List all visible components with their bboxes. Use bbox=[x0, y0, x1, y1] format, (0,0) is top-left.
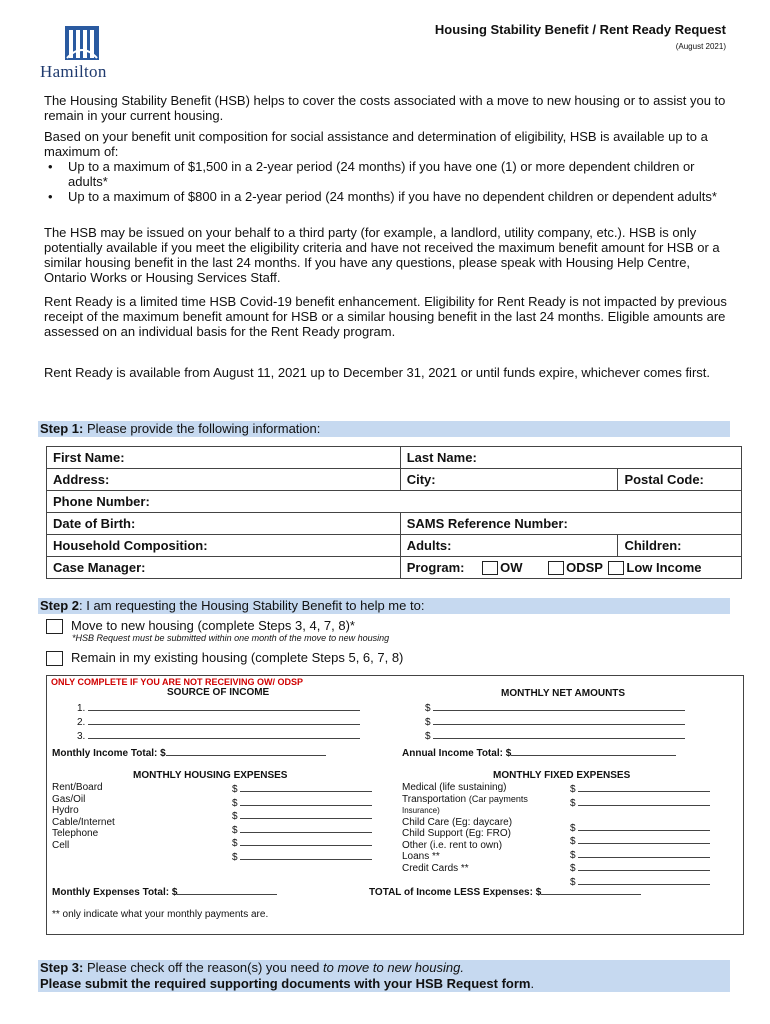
income-expenses-box bbox=[46, 675, 744, 935]
monthly-payments-footnote: ** only indicate what your monthly payments are. bbox=[52, 909, 269, 920]
intro-paragraph-2: Based on your benefit unit composition for social assistance and determination of eligibility, HSB is available up to a maximum of: • Up to a maximum of $1,500 in a 2-year period (24 months) if you have one (1) or more dependent children or adults* • Up to a maximum of $800 in a 2-year period (24 months) if you have no dependent children or dependent adults* bbox=[44, 129, 734, 204]
move-note: *HSB Request must be submitted within one month of the move to new housing bbox=[72, 633, 390, 643]
income-amount-1-line[interactable] bbox=[433, 701, 685, 711]
ow-checkbox[interactable] bbox=[482, 561, 498, 575]
monthly-net-title: MONTHLY NET AMOUNTS bbox=[501, 688, 626, 699]
step3-header: Step 3: Please check off the reason(s) you need to move to new housing. Please submit the required supporting documents with your HSB Request form. bbox=[38, 960, 730, 992]
last-name-field[interactable]: Last Name: bbox=[400, 447, 741, 469]
postal-code-field[interactable]: Postal Code: bbox=[618, 469, 742, 491]
low-income-checkbox[interactable] bbox=[608, 561, 624, 575]
annual-income-total: Annual Income Total: $ bbox=[402, 746, 676, 759]
monthly-income-total: Monthly Income Total: $ bbox=[52, 746, 326, 759]
case-manager-field[interactable]: Case Manager: bbox=[47, 557, 401, 579]
odsp-checkbox[interactable] bbox=[548, 561, 564, 575]
intro-paragraph-4: Rent Ready is a limited time HSB Covid-19 benefit enhancement. Eligibility for Rent Ready is not impacted by previous receipt of the maximum benefit amount for HSB or a similar housing benefit in the last 24 months. Eligible amounts are assessed on an individual basis for the Rent Ready program. bbox=[44, 294, 727, 339]
step2-header: Step 2: I am requesting the Housing Stability Benefit to help me to: bbox=[38, 598, 730, 614]
remain-option: Remain in my existing housing (complete Steps 5, 6, 7, 8) bbox=[46, 650, 403, 666]
income-amount-3-line[interactable] bbox=[433, 729, 685, 739]
income-source-lines: 1. 2. 3. bbox=[77, 701, 360, 743]
fixed-expense-lines: $ $ $ $ $ $ $ bbox=[570, 782, 710, 888]
children-field[interactable]: Children: bbox=[618, 535, 742, 557]
dob-field[interactable]: Date of Birth: bbox=[47, 513, 401, 535]
step1-header: Step 1: Please provide the following information: bbox=[38, 421, 730, 437]
intro-paragraph-5: Rent Ready is available from August 11, 2021 up to December 31, 2021 or until funds expire, whichever comes first. bbox=[44, 365, 711, 380]
personal-info-table bbox=[46, 446, 742, 579]
sams-field[interactable]: SAMS Reference Number: bbox=[400, 513, 741, 535]
bullet-2: • Up to a maximum of $800 in a 2-year period (24 months) if you have no dependent children or dependent adults* bbox=[68, 189, 734, 204]
fixed-expenses-title: MONTHLY FIXED EXPENSES bbox=[493, 770, 631, 781]
monthly-expenses-total: Monthly Expenses Total: $ bbox=[52, 885, 277, 898]
remain-checkbox[interactable] bbox=[46, 651, 63, 666]
logo-text: Hamilton bbox=[40, 62, 107, 81]
move-checkbox[interactable] bbox=[46, 619, 63, 634]
document-date: (August 2021) bbox=[675, 42, 726, 51]
phone-field[interactable]: Phone Number: bbox=[47, 491, 742, 513]
household-field[interactable]: Household Composition: bbox=[47, 535, 401, 557]
adults-field[interactable]: Adults: bbox=[400, 535, 618, 557]
income-source-2-line[interactable] bbox=[88, 715, 360, 725]
program-field: Program: OW ODSP Low Income bbox=[400, 557, 741, 579]
housing-expense-labels: Rent/Board Gas/Oil Hydro Cable/Internet Telephone Cell bbox=[52, 782, 115, 851]
income-amount-2-line[interactable] bbox=[433, 715, 685, 725]
document-title: Housing Stability Benefit / Rent Ready Request bbox=[434, 22, 726, 37]
first-name-field[interactable]: First Name: bbox=[47, 447, 401, 469]
housing-expense-lines: $ $ $ $ $ $ bbox=[232, 782, 372, 863]
intro-paragraph-3: The HSB may be issued on your behalf to a third party (for example, a landlord, utility company, etc.). HSB is only potentially available if you meet the eligibility criteria and have not received the maximum benefit amount for HSB or a similar housing benefit in the last 24 months. If you have any questions, please speak with Housing Help Centre, Ontario Works or Housing Services Staff. bbox=[44, 225, 720, 285]
income-amount-lines: $ $ $ bbox=[425, 701, 685, 743]
income-source-3-line[interactable] bbox=[88, 729, 360, 739]
address-field[interactable]: Address: bbox=[47, 469, 401, 491]
move-option: Move to new housing (complete Steps 3, 4, 7, 8)* bbox=[46, 618, 355, 634]
not-receiving-warning: ONLY COMPLETE IF YOU ARE NOT RECEIVING OW/ ODSP bbox=[51, 677, 304, 687]
city-field[interactable]: City: bbox=[400, 469, 618, 491]
intro-paragraph-1: The Housing Stability Benefit (HSB) helps to cover the costs associated with a move to new housing or to assist you to remain in your current housing. bbox=[44, 93, 726, 123]
income-source-1-line[interactable] bbox=[88, 701, 360, 711]
source-of-income-title: SOURCE OF INCOME bbox=[167, 687, 270, 698]
fixed-expense-labels: Medical (life sustaining) Transportation (Car payments Insurance) Child Care (Eg: daycare) Child Support (Eg: FRO) Other (i.e. rent to own) Loans ** Credit Cards ** bbox=[402, 782, 528, 874]
income-less-expenses-total: TOTAL of Income LESS Expenses: $ bbox=[369, 885, 641, 898]
bullet-1: • Up to a maximum of $1,500 in a 2-year period (24 months) if you have one (1) or more dependent children or adults* bbox=[68, 159, 734, 189]
housing-expenses-title: MONTHLY HOUSING EXPENSES bbox=[133, 770, 288, 781]
